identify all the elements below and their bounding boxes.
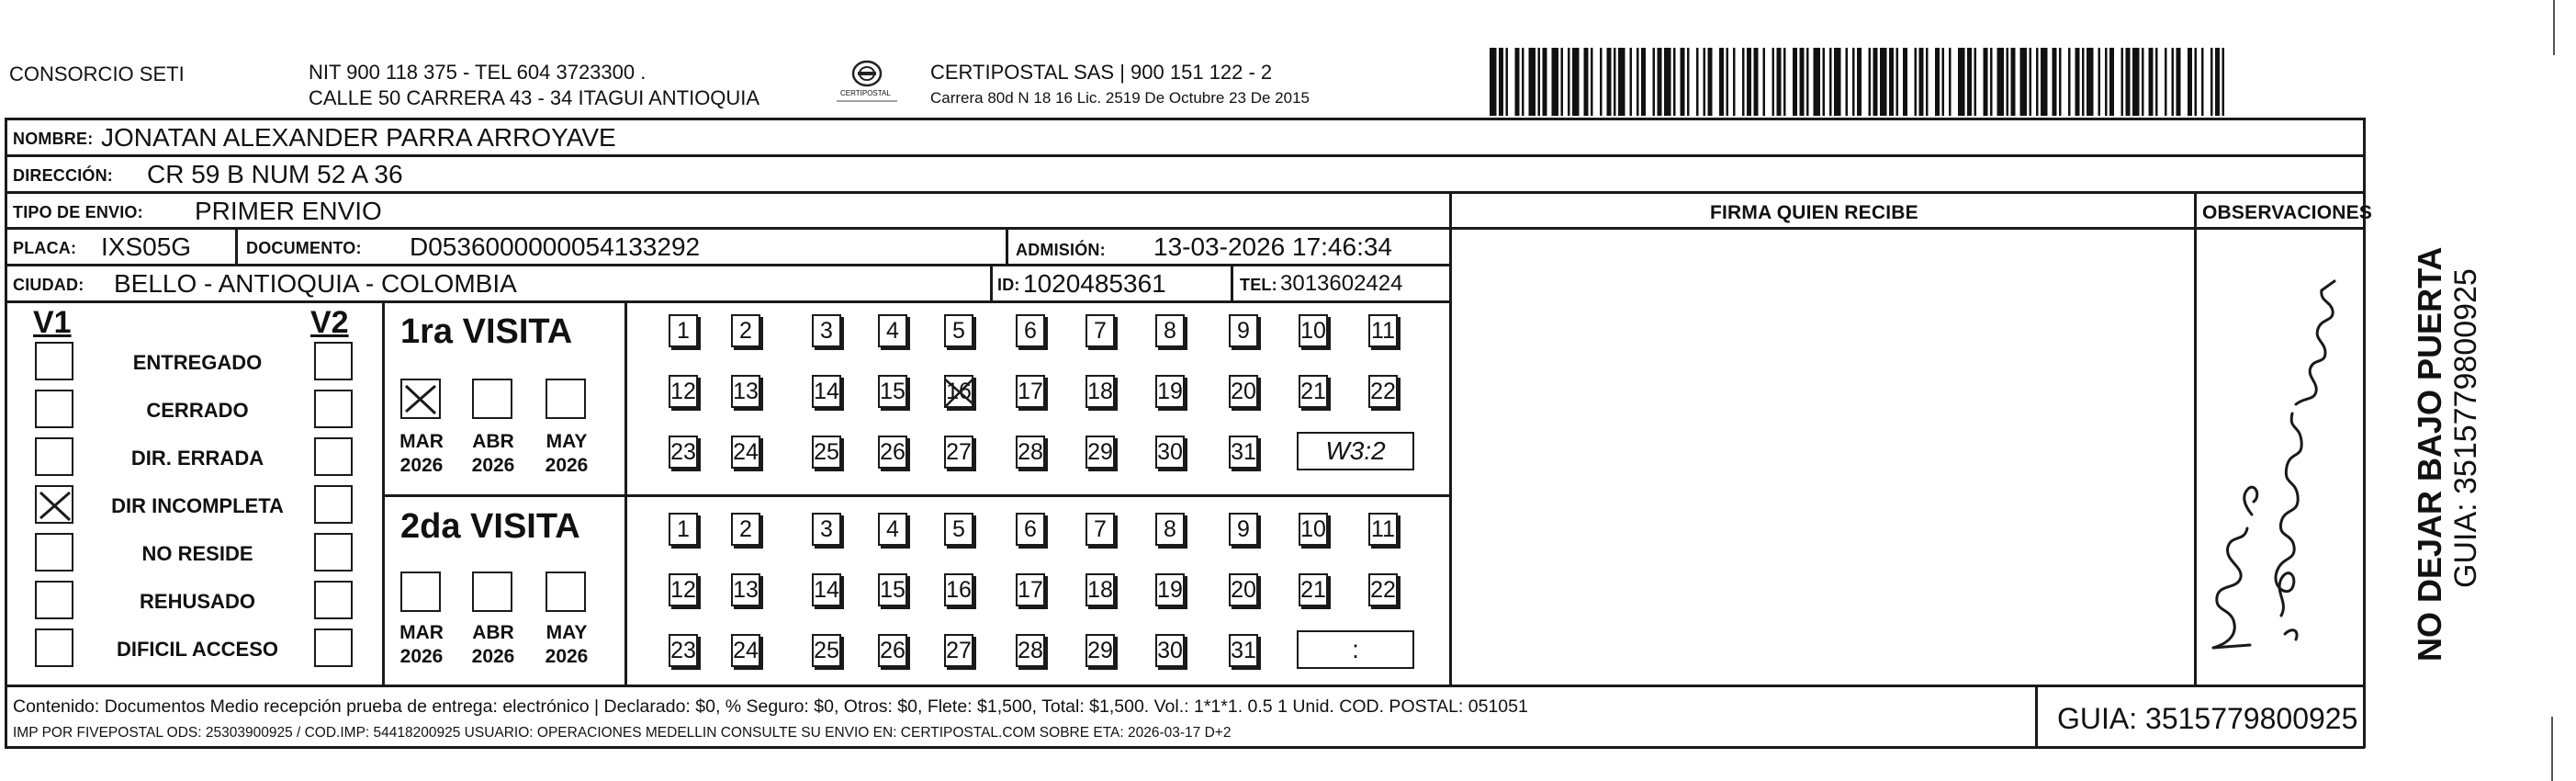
barcode-bar: [1903, 48, 1907, 116]
barcode-bar: [2053, 48, 2057, 116]
month-year: 2026: [545, 646, 589, 668]
barcode-bar: [1889, 48, 1894, 116]
day-box: 7: [1086, 314, 1115, 347]
barcode-bar: [1687, 48, 1690, 116]
signature-area: [1452, 230, 2194, 685]
month-name: ABR: [472, 622, 514, 643]
observation-handwriting: [2197, 230, 2363, 685]
barcode-bar: [2036, 48, 2039, 116]
day-box: 23: [669, 436, 698, 469]
barcode-bar: [1846, 48, 1849, 116]
certipostal-name: CERTIPOSTAL SAS | 900 151 122 - 2: [930, 61, 1273, 84]
barcode-bar: [1664, 48, 1671, 116]
barcode-bar: [1754, 48, 1759, 116]
scan-mark: [2553, 0, 2555, 55]
barcode-bar: [1637, 48, 1639, 116]
day-box: 29: [1086, 634, 1115, 667]
barcode-bar: [2041, 48, 2048, 116]
status-v2-checkbox: [314, 390, 353, 428]
day-box: 28: [1016, 436, 1045, 469]
id-label: ID:: [997, 276, 1020, 294]
barcode-bar: [1681, 48, 1685, 116]
barcode-bar: [2222, 48, 2225, 116]
v2-label: V2: [310, 305, 349, 340]
barcode-bar: [1719, 48, 1724, 116]
day-box: 1: [669, 314, 698, 347]
day-box: 3: [812, 314, 841, 347]
barcode-bar: [1538, 48, 1541, 116]
barcode-bar: [1561, 48, 1564, 116]
day-box: 11: [1368, 314, 1398, 347]
barcode-bar: [2059, 48, 2062, 116]
barcode-bar: [1949, 48, 1952, 116]
status-v1-checkbox: [35, 342, 73, 380]
firma-label: FIRMA QUIEN RECIBE: [1710, 202, 1918, 223]
status-v2-checkbox: [314, 533, 353, 572]
month-label: [534, 621, 599, 670]
day-box: 17: [1016, 375, 1045, 408]
barcode-bar: [1747, 48, 1751, 116]
day-box: 5: [944, 513, 973, 546]
barcode-bar: [2011, 48, 2016, 116]
barcode-bar: [1763, 48, 1766, 116]
nombre-value: JONATAN ALEXANDER PARRA ARROYAVE: [101, 123, 616, 152]
status-label: DIR INCOMPLETA: [111, 494, 284, 517]
status-label: REHUSADO: [140, 590, 255, 613]
month-year: 2026: [471, 646, 515, 668]
day-box: 30: [1155, 634, 1185, 667]
barcode-bar: [2177, 48, 2181, 116]
barcode-bar: [1880, 48, 1887, 116]
barcode-bar: [2188, 48, 2192, 116]
barcode-bar: [1630, 48, 1633, 116]
day-box: [944, 375, 973, 408]
side-notice: NO DEJAR BAJO PUERTA: [2411, 246, 2448, 662]
barcode-bar: [2149, 48, 2154, 116]
day-box: 25: [812, 436, 841, 469]
month-year: 2026: [399, 646, 444, 668]
visit1-time-box: W3:2: [1297, 432, 1414, 470]
barcode-bar: [1997, 48, 2005, 116]
day-box: 12: [669, 573, 698, 606]
barcode-bar: [2155, 48, 2158, 116]
day-box: 30: [1155, 436, 1185, 469]
barcode-bar: [2007, 48, 2009, 116]
footer-imp: IMP POR FIVEPOSTAL ODS: 25303900925 / COD.IMP: 54418200925 USUARIO: OPERACIONES MEDELLIN CONSULTE SU ENVIO EN: CERTIPOSTAL.COM SOBRE ETA: 2026-03-17 D+2: [13, 725, 1232, 741]
month-label: [389, 430, 454, 479]
company-name: CONSORCIO SETI: [9, 62, 185, 85]
footer-guia: GUIA: 3515779800925: [2057, 702, 2358, 735]
day-box: 22: [1368, 375, 1398, 408]
day-box: 16: [944, 573, 973, 606]
status-v1-checkbox: [35, 533, 73, 572]
tel-value: 3013602424: [1280, 271, 1403, 296]
barcode-bar: [1990, 48, 1993, 116]
barcode-bar: [1727, 48, 1729, 116]
tipo-envio-label: TIPO DE ENVIO:: [13, 203, 143, 221]
day-box: 13: [731, 375, 760, 408]
day-box: 23: [669, 634, 698, 667]
day-box: 29: [1086, 436, 1115, 469]
nombre-label: NOMBRE:: [13, 130, 94, 148]
month-year: 2026: [399, 455, 444, 477]
barcode-bar: [1742, 48, 1745, 116]
month-name: MAR: [399, 622, 444, 643]
barcode-bar: [1834, 48, 1841, 116]
month-name: MAY: [546, 622, 588, 643]
month-checkbox: [400, 379, 441, 419]
barcode-bar: [1793, 48, 1797, 116]
day-box: 9: [1229, 513, 1258, 546]
month-label: [461, 430, 525, 479]
visit2-time-box: :: [1297, 630, 1414, 669]
observaciones-label: OBSERVACIONES: [2202, 202, 2373, 223]
barcode-bar: [1618, 48, 1625, 116]
day-box: 22: [1368, 573, 1398, 606]
footer-contenido: Contenido: Documentos Medio recepción prueba de entrega: electrónico | Declarado: $0, % Seguro: $0, Otros: $0, Flete: $1,500, Total: $1,500. Vol.: 1*1*1. 0.5 1 Unid. COD. POSTAL: 051051: [13, 696, 1528, 717]
barcode-bar: [2215, 48, 2220, 116]
barcode-bar: [1896, 48, 1899, 116]
barcode-bar: [1873, 48, 1878, 116]
day-box: 20: [1229, 375, 1258, 408]
visit1-title: 1ra VISITA: [400, 312, 573, 351]
barcode-bar: [2210, 48, 2213, 116]
scan-mark: [2551, 717, 2553, 781]
barcode-bar: [1772, 48, 1775, 116]
barcode-bar: [1591, 48, 1593, 116]
month-year: 2026: [545, 455, 589, 477]
admision-value: 13-03-2026 17:46:34: [1153, 232, 1392, 261]
day-box: 10: [1299, 314, 1328, 347]
day-box: 24: [731, 634, 760, 667]
day-box: 15: [878, 573, 907, 606]
barcode-bar: [1490, 48, 1497, 116]
barcode-bar: [2030, 48, 2032, 116]
barcode-bar: [1696, 48, 1699, 116]
status-label: DIFICIL ACCESO: [116, 638, 278, 661]
day-box: 11: [1368, 513, 1398, 546]
barcode-bar: [2082, 48, 2085, 116]
status-v1-checkbox: [35, 485, 73, 524]
barcode-bar: [1600, 48, 1603, 116]
visit2-title: 2da VISITA: [400, 507, 580, 546]
barcode-bar: [1984, 48, 1988, 116]
barcode-bar: [1673, 48, 1676, 116]
barcode-bar: [1926, 48, 1929, 116]
documento-label: DOCUMENTO:: [246, 239, 362, 257]
certipostal-logo: [831, 59, 903, 105]
status-label: NO RESIDE: [141, 542, 253, 565]
day-box: 21: [1299, 375, 1328, 408]
barcode-bar: [1823, 48, 1826, 116]
month-label: [461, 621, 525, 670]
day-box: 8: [1155, 513, 1185, 546]
barcode-bar: [1800, 48, 1805, 116]
documento-value: D0536000000054133292: [410, 232, 701, 261]
barcode-bar: [1974, 48, 1977, 116]
ciudad-value: BELLO - ANTIOQUIA - COLOMBIA: [114, 269, 517, 298]
status-v1-checkbox: [35, 437, 73, 476]
month-name: ABR: [472, 431, 514, 452]
month-checkbox: [400, 572, 441, 612]
barcode-bar: [1572, 48, 1580, 116]
day-box: 20: [1229, 573, 1258, 606]
barcode-bar: [1942, 48, 1945, 116]
id-value: 1020485361: [1023, 269, 1166, 298]
barcode-bar: [2165, 48, 2167, 116]
tipo-envio-value: PRIMER ENVIO: [195, 197, 382, 225]
barcode-bar: [1704, 48, 1706, 116]
barcode-bar: [1614, 48, 1616, 116]
day-box: 14: [812, 573, 841, 606]
barcode-bar: [2105, 48, 2108, 116]
barcode-bar: [1515, 48, 1520, 116]
barcode-bar: [1641, 48, 1646, 116]
status-v2-checkbox: [314, 437, 353, 476]
barcode-bar: [1506, 48, 1509, 116]
barcode-bar: [1806, 48, 1809, 116]
barcode-bar: [1814, 48, 1821, 116]
day-box: 4: [878, 314, 907, 347]
day-box: 3: [812, 513, 841, 546]
barcode-bar: [2068, 48, 2071, 116]
barcode-bar: [2075, 48, 2080, 116]
day-box: 2: [731, 314, 760, 347]
barcode-bar: [2121, 48, 2124, 116]
day-box: 4: [878, 513, 907, 546]
day-box: 8: [1155, 314, 1185, 347]
placa-label: PLACA:: [13, 239, 77, 257]
day-box: 6: [1016, 314, 1045, 347]
status-v1-checkbox: [35, 581, 73, 619]
day-box: 18: [1086, 573, 1115, 606]
barcode-bar: [1653, 48, 1656, 116]
day-box: 25: [812, 634, 841, 667]
month-year: 2026: [471, 455, 515, 477]
barcode-bar: [1915, 48, 1918, 116]
month-label: [389, 621, 454, 670]
day-box: 18: [1086, 375, 1115, 408]
barcode-bar: [1783, 48, 1786, 116]
day-box: 24: [731, 436, 760, 469]
barcode-bar: [1919, 48, 1924, 116]
status-v2-checkbox: [314, 628, 353, 667]
barcode-bar: [2098, 48, 2101, 116]
day-box: 27: [944, 634, 973, 667]
status-v2-checkbox: [314, 581, 353, 619]
month-name: MAR: [399, 431, 444, 452]
barcode-bar: [2195, 48, 2198, 116]
status-label: CERRADO: [146, 399, 249, 422]
barcode-bar: [1568, 48, 1570, 116]
barcode-bar: [1869, 48, 1872, 116]
barcode-bar: [1958, 48, 1965, 116]
barcode-bar: [1935, 48, 1940, 116]
status-v1-checkbox: [35, 628, 73, 667]
day-box: 15: [878, 375, 907, 408]
day-box: 31: [1229, 436, 1258, 469]
day-box: 19: [1155, 375, 1185, 408]
month-label: [534, 430, 599, 479]
barcode-bar: [1733, 48, 1736, 116]
logo-lettering: CERTIPOSTAL: [840, 89, 891, 97]
tel-label: TEL:: [1240, 276, 1277, 294]
company-nit: NIT 900 118 375 - TEL 604 3723300 .: [309, 61, 647, 84]
day-box: 13: [731, 573, 760, 606]
barcode-bar: [2020, 48, 2028, 116]
company-address: CALLE 50 CARRERA 43 - 34 ITAGUI ANTIOQUIA: [309, 86, 760, 109]
day-box: 9: [1229, 314, 1258, 347]
barcode-bar: [1552, 48, 1559, 116]
barcode-bar: [1658, 48, 1662, 116]
day-box: 6: [1016, 513, 1045, 546]
direccion-value: CR 59 B NUM 52 A 36: [147, 160, 403, 188]
day-box: 1: [669, 513, 698, 546]
barcode-bar: [2172, 48, 2175, 116]
barcode: [1490, 48, 2224, 116]
barcode-bar: [1522, 48, 1524, 116]
status-v1-checkbox: [35, 390, 73, 428]
day-box: 26: [878, 634, 907, 667]
direccion-label: DIRECCIÓN:: [13, 166, 113, 185]
barcode-bar: [1607, 48, 1612, 116]
barcode-bar: [1777, 48, 1782, 116]
barcode-bar: [2132, 48, 2140, 116]
barcode-bar: [1857, 48, 1862, 116]
barcode-bar: [2087, 48, 2094, 116]
day-box: 17: [1016, 573, 1045, 606]
status-v2-checkbox: [314, 342, 353, 380]
month-checkbox: [472, 379, 512, 419]
day-box: 2: [731, 513, 760, 546]
day-box: 28: [1016, 634, 1045, 667]
side-guia: GUIA: 3515779800925: [2448, 268, 2483, 588]
month-checkbox: [472, 572, 512, 612]
day-box: 12: [669, 375, 698, 408]
barcode-bar: [1829, 48, 1832, 116]
status-v2-checkbox: [314, 485, 353, 524]
barcode-bar: [1499, 48, 1503, 116]
month-checkbox: [546, 572, 586, 612]
admision-label: ADMISIÓN:: [1016, 241, 1106, 259]
ciudad-label: CIUDAD:: [13, 276, 84, 294]
barcode-bar: [2201, 48, 2204, 116]
barcode-bar: [1529, 48, 1536, 116]
status-label: DIR. ERRADA: [130, 447, 264, 470]
barcode-bar: [1852, 48, 1855, 116]
day-box: 21: [1299, 573, 1328, 606]
v1-label: V1: [33, 305, 72, 340]
placa-value: IXS05G: [101, 232, 192, 261]
day-box: 7: [1086, 513, 1115, 546]
month-name: MAY: [546, 431, 588, 452]
day-box: 27: [944, 436, 973, 469]
barcode-bar: [2109, 48, 2114, 116]
day-box: 14: [812, 375, 841, 408]
barcode-bar: [1584, 48, 1589, 116]
barcode-bar: [2126, 48, 2131, 116]
month-checkbox: [546, 379, 586, 419]
day-box: 10: [1299, 513, 1328, 546]
day-number: 16: [946, 379, 972, 404]
barcode-bar: [1708, 48, 1713, 116]
barcode-bar: [1967, 48, 1972, 116]
day-box: 31: [1229, 634, 1258, 667]
status-label: ENTREGADO: [132, 351, 263, 374]
day-box: 26: [878, 436, 907, 469]
day-box: 5: [944, 314, 973, 347]
certipostal-license: Carrera 80d N 18 16 Lic. 2519 De Octubre 23 De 2015: [930, 89, 1310, 107]
day-cross-mark: [944, 375, 973, 408]
day-box: 19: [1155, 573, 1185, 606]
barcode-bar: [2142, 48, 2144, 116]
barcode-bar: [1543, 48, 1547, 116]
